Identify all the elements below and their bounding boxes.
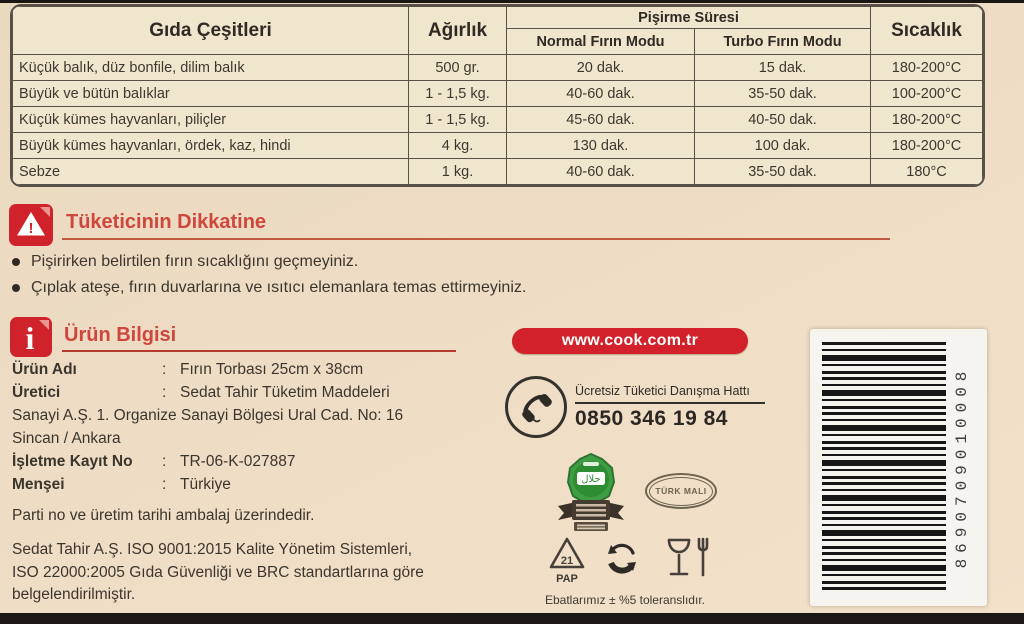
package-bottom-edge: [0, 613, 1024, 624]
table-row: [13, 159, 983, 185]
product-info-rule: [62, 350, 456, 352]
weight-cell: 500 gr.: [409, 55, 507, 81]
temperature-cell: 180-200°C: [871, 107, 983, 133]
hotline-label: Ücretsiz Tüketici Danışma Hattı: [575, 384, 765, 404]
field-label: Ürün Adı: [12, 361, 77, 378]
temperature-cell: 180°C: [871, 159, 983, 185]
hotline-block: [575, 384, 765, 431]
barcode: [810, 329, 987, 606]
header-normal-oven-mode: Normal Fırın Modu: [507, 29, 695, 55]
field-colon: :: [162, 453, 167, 470]
tolerance-note: Ebatlarımız ± %5 toleranslıdır.: [545, 593, 705, 607]
field-value: Sedat Tahir Tüketim Maddeleri: [180, 384, 390, 401]
pap-label: PAP: [556, 573, 578, 585]
bullet-text: Pişirirken belirtilen fırın sıcaklığını geçmeyiniz.: [31, 253, 359, 270]
product-field: [12, 358, 512, 381]
field-value: Fırın Torbası 25cm x 38cm: [180, 361, 364, 378]
turbo-time-cell: 35-50 dak.: [695, 81, 871, 107]
batch-note: Parti no ve üretim tarihi ambalaj üzerindedir.: [12, 507, 315, 524]
food-cell: Sebze: [13, 159, 409, 185]
svg-text:i: i: [25, 320, 35, 356]
certification-note-line: belgelendirilmiştir.: [12, 586, 136, 603]
product-field: [12, 450, 512, 473]
food-safe-glass-fork-icon: [660, 534, 712, 582]
svg-text:!: !: [28, 220, 34, 237]
bullet-dot: [12, 284, 20, 292]
food-cell: Küçük balık, düz bonfile, dilim balık: [13, 55, 409, 81]
package-top-edge: [0, 0, 1024, 3]
notice-bullet: [12, 279, 526, 297]
svg-text:21: 21: [560, 555, 574, 567]
product-info-block: [12, 358, 512, 607]
header-temperature: Sıcaklık: [871, 7, 983, 55]
barcode-number: 8690709010008: [953, 365, 971, 569]
turk-mali-stamp: [645, 473, 717, 509]
field-label: İşletme Kayıt No: [12, 453, 133, 470]
food-cell: Küçük kümes hayvanları, piliçler: [13, 107, 409, 133]
weight-cell: 1 kg.: [409, 159, 507, 185]
weight-cell: 4 kg.: [409, 133, 507, 159]
food-cell: Büyük ve bütün balıklar: [13, 81, 409, 107]
weight-cell: 1 - 1,5 kg.: [409, 81, 507, 107]
bullet-dot: [12, 258, 20, 266]
field-value: Türkiye: [180, 476, 231, 493]
header-food-types: Gıda Çeşitleri: [13, 7, 409, 55]
manufacturer-address-line: Sanayi A.Ş. 1. Organize Sanayi Bölgesi Ural Cad. No: 16: [12, 407, 404, 424]
halal-certification-logo: [556, 452, 626, 536]
weight-cell: 1 - 1,5 kg.: [409, 107, 507, 133]
info-icon: [10, 317, 52, 357]
website-badge: www.cook.com.tr: [512, 328, 748, 354]
header-turbo-oven-mode: Turbo Fırın Modu: [695, 29, 871, 55]
certification-note-line: ISO 22000:2005 Gıda Güvenliği ve BRC standartlarına göre: [12, 563, 424, 581]
header-cooking-time: Pişirme Süresi: [507, 7, 871, 29]
table-row: [13, 55, 983, 81]
table-row: [13, 107, 983, 133]
notice-bullet: [12, 253, 358, 271]
consumer-notice-rule: [62, 238, 890, 240]
field-colon: :: [162, 476, 167, 493]
cooking-times-table: [10, 4, 985, 187]
green-dot-recycle-icon: [606, 542, 638, 574]
manufacturer-address-line: Sincan / Ankara: [12, 430, 121, 447]
turk-mali-text: TÜRK MALI: [655, 486, 707, 496]
normal-time-cell: 45-60 dak.: [507, 107, 695, 133]
normal-time-cell: 20 dak.: [507, 55, 695, 81]
turbo-time-cell: 40-50 dak.: [695, 107, 871, 133]
turk-mali-inner-ring: [649, 477, 713, 506]
temperature-cell: 100-200°C: [871, 81, 983, 107]
pap-recycling-symbol: [547, 536, 587, 585]
table-row: [13, 81, 983, 107]
field-label: Menşei: [12, 476, 65, 493]
turbo-time-cell: 35-50 dak.: [695, 159, 871, 185]
temperature-cell: 180-200°C: [871, 55, 983, 81]
product-info-title: Ürün Bilgisi: [64, 324, 177, 346]
certification-note: [12, 539, 512, 607]
turbo-time-cell: 100 dak.: [695, 133, 871, 159]
food-cell: Büyük kümes hayvanları, ördek, kaz, hindi: [13, 133, 409, 159]
product-field: [12, 473, 512, 496]
turbo-time-cell: 15 dak.: [695, 55, 871, 81]
certification-note-line: Sedat Tahir A.Ş. ISO 9001:2015 Kalite Yönetim Sistemleri,: [12, 541, 413, 558]
phone-icon: [505, 376, 567, 438]
consumer-notice-title: Tüketicinin Dikkatine: [66, 211, 267, 233]
normal-time-cell: 130 dak.: [507, 133, 695, 159]
field-colon: :: [162, 361, 167, 378]
hotline-number: 0850 346 19 84: [575, 407, 728, 430]
barcode-bars: [822, 342, 946, 592]
product-field: [12, 381, 512, 404]
field-colon: :: [162, 384, 167, 401]
warning-icon: [9, 204, 53, 246]
table-row: [13, 133, 983, 159]
normal-time-cell: 40-60 dak.: [507, 159, 695, 185]
svg-text:حلال: حلال: [581, 474, 601, 485]
temperature-cell: 180-200°C: [871, 133, 983, 159]
normal-time-cell: 40-60 dak.: [507, 81, 695, 107]
field-label: Üretici: [12, 384, 61, 401]
field-value: TR-06-K-027887: [180, 453, 296, 470]
bullet-text: Çıplak ateşe, fırın duvarlarına ve ısıtıcı elemanlara temas ettirmeyiniz.: [31, 279, 527, 296]
header-weight: Ağırlık: [409, 7, 507, 55]
